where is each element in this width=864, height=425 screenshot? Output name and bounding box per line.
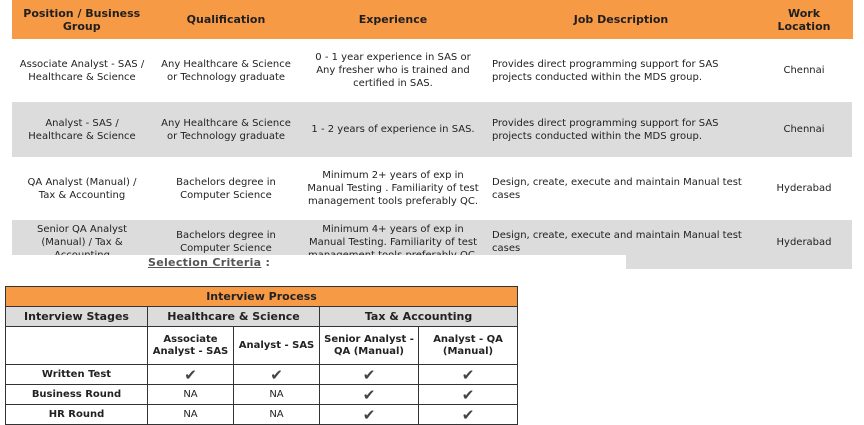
header-qualification: Qualification (152, 0, 300, 39)
stage-hr-round: HR Round (6, 405, 148, 425)
cell-experience: 0 - 1 year experience in SAS or Any fresher who is trained and certified in SAS. (315, 52, 471, 89)
interview-stages-header: Interview Stages (6, 307, 148, 327)
table-row (12, 161, 852, 216)
selection-criteria-heading: Selection Criteria : (148, 256, 271, 269)
stage-business-round: Business Round (6, 385, 148, 405)
na-cell: NA (234, 405, 320, 425)
check-icon: ✔ (419, 385, 518, 405)
cell-work-location: Chennai (756, 102, 852, 157)
stage-written-test: Written Test (6, 365, 148, 385)
group-tax-accounting: Tax & Accounting (320, 307, 518, 327)
cell-position: Analyst - SAS / Healthcare & Science (12, 102, 152, 157)
table-row (6, 385, 518, 405)
interview-process-table (5, 286, 518, 425)
cell-work-location: Hyderabad (756, 220, 852, 264)
na-cell: NA (148, 405, 234, 425)
cell-work-location: Chennai (783, 65, 825, 76)
job-table-header (12, 0, 852, 39)
table-row (6, 365, 518, 385)
table-row (12, 102, 852, 157)
check-icon: ✔ (320, 365, 419, 385)
check-icon: ✔ (320, 385, 419, 405)
cell-qualification: Any Healthcare & Science or Technology graduate (161, 58, 291, 83)
empty-cell (6, 327, 148, 365)
cell-qualification: Bachelors degree in Computer Science (152, 220, 300, 264)
column-analyst-qa: Analyst - QA (Manual) (419, 327, 518, 365)
check-icon: ✔ (419, 405, 518, 425)
column-associate-analyst-sas: Associate Analyst - SAS (148, 327, 234, 365)
cell-job-description: Provides direct programming support for SAS projects conducted within the MDS group. (492, 58, 719, 83)
check-icon: ✔ (320, 405, 419, 425)
cell-position: Senior QA Analyst (Manual) / Tax & (12, 220, 152, 264)
interview-process-title: Interview Process (6, 287, 518, 307)
group-healthcare-science: Healthcare & Science (148, 307, 320, 327)
cell-experience: 1 - 2 years of experience in SAS. (300, 102, 486, 157)
header-work-location: Work Location (756, 0, 852, 39)
header-experience: Experience (300, 0, 486, 39)
selection-criteria-bar (12, 255, 852, 269)
cell-experience: Minimum 4+ years of exp in Manual Testing. Familiarity of test (300, 220, 486, 264)
cell-qualification: Any Healthcare & Science or Technology graduate (152, 102, 300, 157)
na-cell: NA (234, 385, 320, 405)
header-job-description: Job Description (486, 0, 756, 39)
cell-qualification: Bachelors degree in Computer Science (176, 176, 276, 201)
na-cell: NA (148, 385, 234, 405)
column-analyst-sas: Analyst - SAS (234, 327, 320, 365)
column-senior-analyst-qa: Senior Analyst - QA (Manual) (320, 327, 419, 365)
table-row (12, 43, 852, 98)
check-icon: ✔ (234, 365, 320, 385)
header-position: Position / Business Group (12, 0, 152, 39)
job-openings-table (12, 0, 853, 264)
check-icon: ✔ (419, 365, 518, 385)
cell-work-location: Hyderabad (776, 183, 832, 194)
cell-position: QA Analyst (Manual) / Tax & Accounting (27, 176, 137, 201)
table-row (6, 405, 518, 425)
cell-job-description: Provides direct programming support for SAS projects conducted within the MDS group. (486, 102, 756, 157)
cell-experience: Minimum 2+ years of exp in Manual Testing . Familiarity of test management tools preferably QC. (307, 170, 479, 207)
cell-job-description: Design, create, execute and maintain Manual test cases (492, 176, 742, 201)
cell-job-description: Design, create, execute and maintain Manual test cases (486, 220, 756, 264)
cell-position: Associate Analyst - SAS / Healthcare & Science (19, 58, 145, 83)
check-icon: ✔ (148, 365, 234, 385)
